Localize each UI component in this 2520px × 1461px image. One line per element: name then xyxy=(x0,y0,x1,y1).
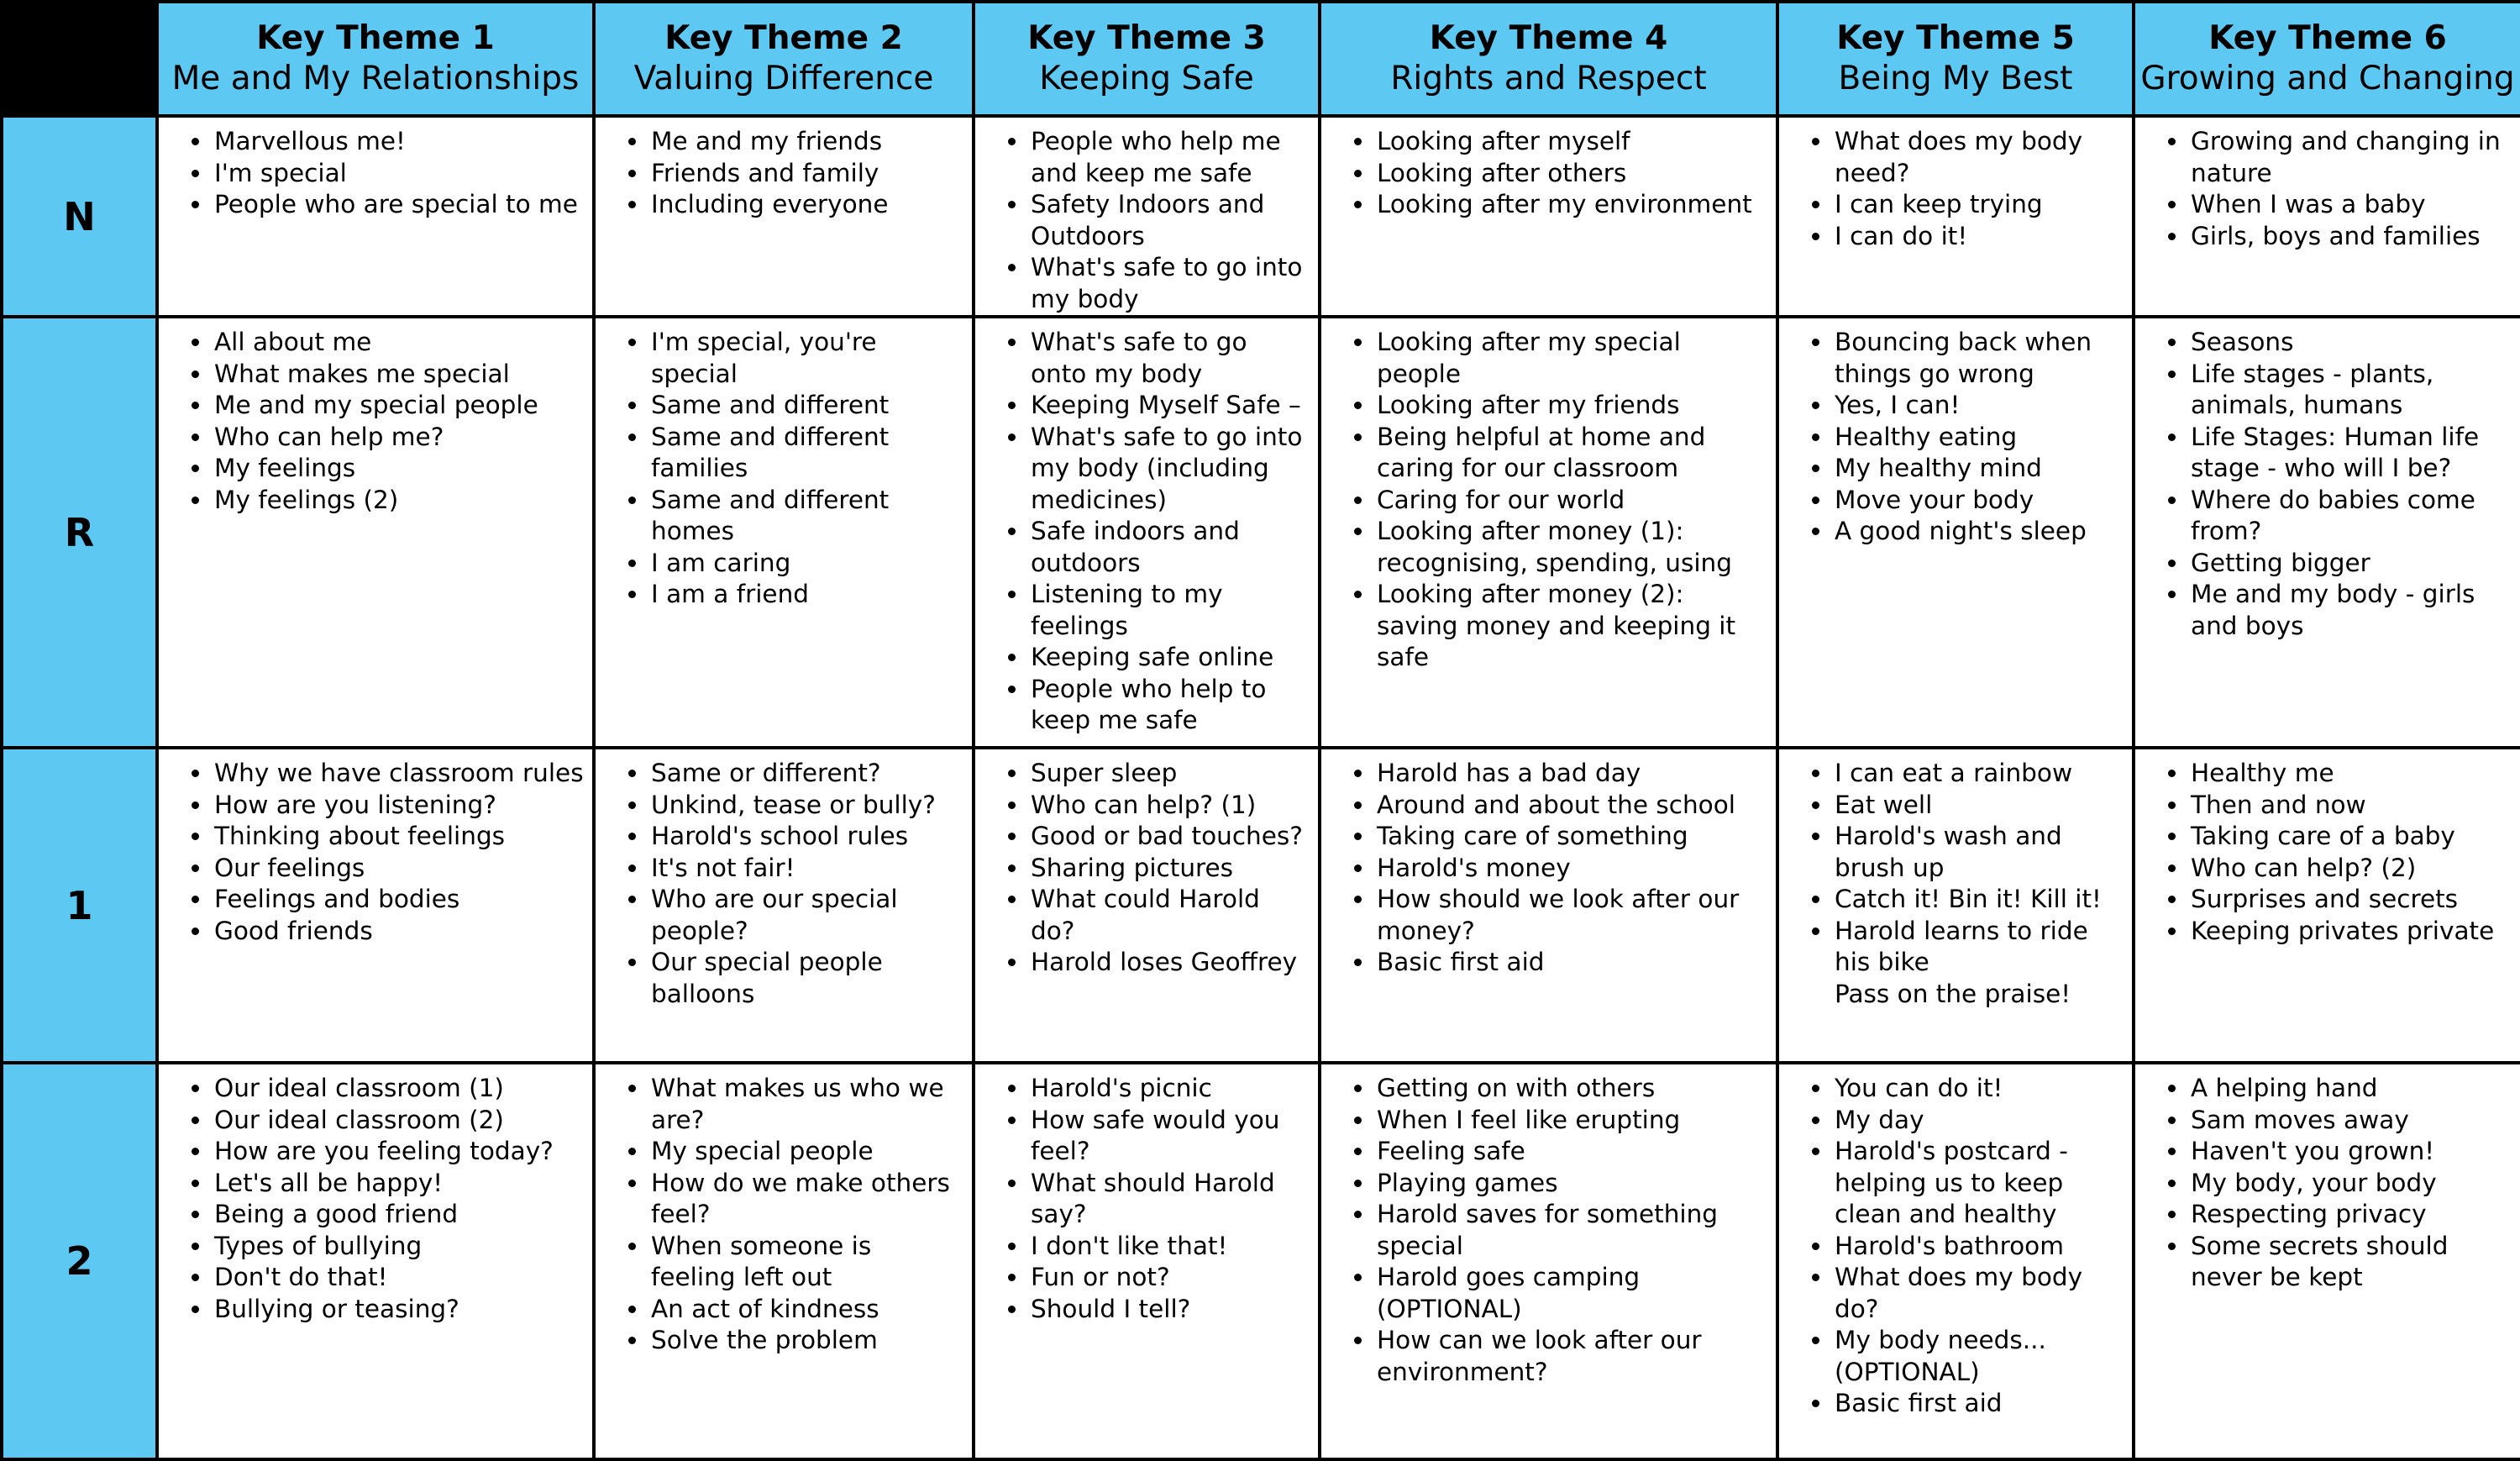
topic-item: • Fun or not? xyxy=(1029,1262,1310,1294)
theme-number: Key Theme 2 xyxy=(664,19,903,57)
topic-item: • Growing and changing in nature xyxy=(2189,126,2512,189)
theme-title: Valuing Difference xyxy=(633,60,934,97)
topic-item: • Good friends xyxy=(213,916,584,948)
topic-item: • Looking after my environment xyxy=(1375,189,1767,221)
topic-item: • Marvellous me! xyxy=(213,126,584,158)
topic-list xyxy=(1321,1064,1776,1388)
year-row xyxy=(2,1063,2520,1459)
topic-item: • Types of bullying xyxy=(213,1231,584,1263)
topic-item: • How do we make others feel? xyxy=(649,1168,963,1231)
topic-item: • A good night's sleep xyxy=(1833,516,2124,548)
topic-list xyxy=(2135,1064,2520,1294)
topic-item: • Playing games xyxy=(1375,1168,1767,1200)
topic-list xyxy=(1321,318,1776,674)
topic-item: • Respecting privacy xyxy=(2189,1199,2512,1231)
topic-item: • I am a friend xyxy=(649,579,963,611)
topic-item: • Healthy eating xyxy=(1833,422,2124,454)
year-label: 2 xyxy=(2,1063,157,1459)
topic-item: • Healthy me xyxy=(2189,758,2512,790)
year-row xyxy=(2,116,2520,317)
topic-list xyxy=(1779,1064,2132,1420)
topic-list xyxy=(975,749,1318,979)
topic-item: • Keeping privates private xyxy=(2189,916,2512,948)
topic-item: • When I feel like erupting xyxy=(1375,1105,1767,1137)
topic-item: • Who can help? (2) xyxy=(2189,853,2512,885)
topic-cell xyxy=(2134,1063,2520,1459)
topic-item: • My body, your body xyxy=(2189,1168,2512,1200)
topic-item: • Same or different? xyxy=(649,758,963,790)
year-label: N xyxy=(2,116,157,317)
topic-list xyxy=(2135,118,2520,252)
topic-cell xyxy=(594,1063,974,1459)
topic-cell xyxy=(974,748,1320,1063)
theme-header-6 xyxy=(2134,2,2520,116)
topic-item: • I'm special, you're special xyxy=(649,327,963,390)
topic-item: • What's safe to go onto my body xyxy=(1029,327,1310,390)
topic-cell xyxy=(157,116,594,317)
topic-item: • Super sleep xyxy=(1029,758,1310,790)
topic-item: • Move your body xyxy=(1833,485,2124,517)
topic-item: • Friends and family xyxy=(649,158,963,190)
topic-item: • My feelings (2) xyxy=(213,485,584,517)
topic-item: • Who can help me? xyxy=(213,422,584,454)
topic-item: • Feelings and bodies xyxy=(213,884,584,916)
topic-item: • My special people xyxy=(649,1136,963,1168)
topic-item: • Keeping Myself Safe – xyxy=(1029,390,1310,422)
topic-item: • I'm special xyxy=(213,158,584,190)
topic-item: • Solve the problem xyxy=(649,1325,963,1357)
theme-title: Growing and Changing xyxy=(2140,60,2515,97)
topic-cell xyxy=(157,317,594,748)
topic-list xyxy=(1321,749,1776,979)
topic-item: • Basic first aid xyxy=(1833,1388,2124,1420)
topic-cell xyxy=(974,116,1320,317)
topic-item: • You can do it! xyxy=(1833,1073,2124,1105)
topic-list xyxy=(596,318,972,611)
theme-title: Me and My Relationships xyxy=(171,60,580,97)
topic-list xyxy=(159,318,592,516)
topic-item: • Life Stages: Human life stage - who will I be? xyxy=(2189,422,2512,485)
topic-item: • All about me xyxy=(213,327,584,359)
topic-cell xyxy=(2134,748,2520,1063)
topic-item: • Looking after my friends xyxy=(1375,390,1767,422)
topic-list xyxy=(159,118,592,221)
topic-list xyxy=(975,318,1318,737)
topic-item: • What does my body need? xyxy=(1833,126,2124,189)
topic-item: • Harold has a bad day xyxy=(1375,758,1767,790)
topic-item: • Keeping safe online xyxy=(1029,642,1310,674)
topic-list xyxy=(975,1064,1318,1325)
theme-number: Key Theme 5 xyxy=(1836,19,2075,57)
topic-cell xyxy=(1320,748,1777,1063)
topic-item: • Good or bad touches? xyxy=(1029,821,1310,853)
topic-item: • When someone is feeling left out xyxy=(649,1231,963,1294)
topic-item: • Let's all be happy! xyxy=(213,1168,584,1200)
topic-item: • Life stages - plants, animals, humans xyxy=(2189,359,2512,422)
topic-item: • Looking after myself xyxy=(1375,126,1767,158)
topic-item: • Looking after money (2): saving money and keeping it safe xyxy=(1375,579,1767,674)
topic-item: • Getting bigger xyxy=(2189,548,2512,580)
topic-item: • Harold goes camping (OPTIONAL) xyxy=(1375,1262,1767,1325)
topic-item: • Then and now xyxy=(2189,790,2512,822)
topic-list xyxy=(2135,318,2520,642)
topic-item: • Harold's postcard - helping us to keep clean and healthy xyxy=(1833,1136,2124,1231)
topic-item: • What makes me special xyxy=(213,359,584,391)
theme-number: Key Theme 6 xyxy=(2208,19,2447,57)
topic-item: • I can do it! xyxy=(1833,221,2124,253)
topic-cell xyxy=(1777,116,2134,317)
topic-item: • Harold's wash and brush up xyxy=(1833,821,2124,884)
topic-item: • Girls, boys and families xyxy=(2189,221,2512,253)
topic-item: • Eat well xyxy=(1833,790,2124,822)
topic-item: • I am caring xyxy=(649,548,963,580)
topic-item: • I can keep trying xyxy=(1833,189,2124,221)
topic-item: • Harold's bathroom xyxy=(1833,1231,2124,1263)
theme-header-4 xyxy=(1320,2,1777,116)
topic-list xyxy=(975,118,1318,315)
topic-item: • Same and different homes xyxy=(649,485,963,548)
topic-item: • Sharing pictures xyxy=(1029,853,1310,885)
topic-item: • Getting on with others xyxy=(1375,1073,1767,1105)
topic-item: • Sam moves away xyxy=(2189,1105,2512,1137)
topic-item: • Our special people balloons xyxy=(649,947,963,1010)
topic-item: • I don't like that! xyxy=(1029,1231,1310,1263)
topic-cell xyxy=(2134,317,2520,748)
topic-item: • People who are special to me xyxy=(213,189,584,221)
year-row xyxy=(2,317,2520,748)
topic-cell xyxy=(1320,1063,1777,1459)
topic-item: • Basic first aid xyxy=(1375,947,1767,979)
topic-item: • Being a good friend xyxy=(213,1199,584,1231)
topic-item: • Haven't you grown! xyxy=(2189,1136,2512,1168)
topic-item: • Safety Indoors and Outdoors xyxy=(1029,189,1310,252)
topic-item: • It's not fair! xyxy=(649,853,963,885)
topic-item: • Me and my body - girls and boys xyxy=(2189,579,2512,642)
theme-number: Key Theme 3 xyxy=(1027,19,1266,57)
topic-item: • Looking after my special people xyxy=(1375,327,1767,390)
topic-item: • Me and my special people xyxy=(213,390,584,422)
theme-title: Rights and Respect xyxy=(1390,60,1707,97)
theme-title: Being My Best xyxy=(1838,60,2073,97)
topic-item: • Harold's money xyxy=(1375,853,1767,885)
topic-item: • Taking care of something xyxy=(1375,821,1767,853)
topic-list xyxy=(1321,118,1776,221)
topic-cell xyxy=(1320,317,1777,748)
topic-cell xyxy=(974,1063,1320,1459)
topic-item: • People who help to keep me safe xyxy=(1029,674,1310,737)
year-label: R xyxy=(2,317,157,748)
topic-cell xyxy=(1777,1063,2134,1459)
topic-item: • When I was a baby xyxy=(2189,189,2512,221)
topic-item: • Our ideal classroom (1) xyxy=(213,1073,584,1105)
topic-item: • Why we have classroom rules xyxy=(213,758,584,790)
topic-item: • What could Harold do? xyxy=(1029,884,1310,947)
topic-item: • I can eat a rainbow xyxy=(1833,758,2124,790)
topic-item: • Yes, I can! xyxy=(1833,390,2124,422)
theme-header-2 xyxy=(594,2,974,116)
topic-list xyxy=(596,118,972,221)
topic-item: • An act of kindness xyxy=(649,1294,963,1326)
topic-item: • Harold's school rules xyxy=(649,821,963,853)
topic-item: • My body needs... (OPTIONAL) xyxy=(1833,1325,2124,1388)
year-label: 1 xyxy=(2,748,157,1063)
topic-item: • How are you listening? xyxy=(213,790,584,822)
topic-cell xyxy=(594,116,974,317)
topic-item: • What does my body do? xyxy=(1833,1262,2124,1325)
theme-header-row xyxy=(2,2,2520,116)
theme-header-3 xyxy=(974,2,1320,116)
topic-list xyxy=(596,1064,972,1357)
topic-cell xyxy=(974,317,1320,748)
topic-item: • Should I tell? xyxy=(1029,1294,1310,1326)
topic-item: • Feeling safe xyxy=(1375,1136,1767,1168)
topic-item: • Same and different xyxy=(649,390,963,422)
topic-cell xyxy=(594,317,974,748)
topic-item: • A helping hand xyxy=(2189,1073,2512,1105)
year-rows xyxy=(2,116,2520,1459)
topic-list xyxy=(596,749,972,1010)
topic-item: • Thinking about feelings xyxy=(213,821,584,853)
topic-item: • Me and my friends xyxy=(649,126,963,158)
topic-cell xyxy=(2134,116,2520,317)
topic-item: • Where do babies come from? xyxy=(2189,485,2512,548)
topic-item: • Looking after money (1): recognising, spending, using xyxy=(1375,516,1767,579)
theme-title: Keeping Safe xyxy=(1039,60,1254,97)
topic-item: • My healthy mind xyxy=(1833,453,2124,485)
topic-cell xyxy=(157,1063,594,1459)
topic-item: • My day xyxy=(1833,1105,2124,1137)
topic-item: • What makes us who we are? xyxy=(649,1073,963,1136)
topic-item: • Bullying or teasing? xyxy=(213,1294,584,1326)
topic-cell xyxy=(1777,748,2134,1063)
topic-item: • Our feelings xyxy=(213,853,584,885)
topic-item: • Don't do that! xyxy=(213,1262,584,1294)
topic-cell xyxy=(1777,317,2134,748)
topic-item: • How safe would you feel? xyxy=(1029,1105,1310,1168)
year-row xyxy=(2,748,2520,1063)
topic-item: • People who help me and keep me safe xyxy=(1029,126,1310,189)
topic-item: • What's safe to go into my body (including medicines) xyxy=(1029,422,1310,517)
topic-item: • Same and different families xyxy=(649,422,963,485)
topic-list xyxy=(159,749,592,947)
topic-item: • Unkind, tease or bully? xyxy=(649,790,963,822)
topic-item: • Who are our special people? xyxy=(649,884,963,947)
topic-item: • What should Harold say? xyxy=(1029,1168,1310,1231)
topic-item: • Being helpful at home and caring for our classroom xyxy=(1375,422,1767,485)
topic-item: • Including everyone xyxy=(649,189,963,221)
topic-item: • Harold's picnic xyxy=(1029,1073,1310,1105)
topic-list xyxy=(159,1064,592,1325)
topic-item: • Safe indoors and outdoors xyxy=(1029,516,1310,579)
topic-item: • How can we look after our environment? xyxy=(1375,1325,1767,1388)
topic-item: • Our ideal classroom (2) xyxy=(213,1105,584,1137)
topic-item: • Catch it! Bin it! Kill it! xyxy=(1833,884,2124,916)
theme-number: Key Theme 4 xyxy=(1429,19,1668,57)
topic-item: • Caring for our world xyxy=(1375,485,1767,517)
topic-cell xyxy=(594,748,974,1063)
theme-header-5 xyxy=(1777,2,2134,116)
topic-item: • Some secrets should never be kept xyxy=(2189,1231,2512,1294)
topic-cell xyxy=(157,748,594,1063)
topic-item: • Taking care of a baby xyxy=(2189,821,2512,853)
topic-item: • Harold loses Geoffrey xyxy=(1029,947,1310,979)
topic-item: • Listening to my feelings xyxy=(1029,579,1310,642)
topic-list xyxy=(1779,118,2132,252)
corner-cell xyxy=(2,2,157,116)
topic-item: • What's safe to go into my body xyxy=(1029,252,1310,315)
topic-cell xyxy=(1320,116,1777,317)
topic-item: • How are you feeling today? xyxy=(213,1136,584,1168)
topic-item: • How should we look after our money? xyxy=(1375,884,1767,947)
topic-item: • Bouncing back when things go wrong xyxy=(1833,327,2124,390)
topic-item: • Looking after others xyxy=(1375,158,1767,190)
topic-item: • Around and about the school xyxy=(1375,790,1767,822)
topic-item: • My feelings xyxy=(213,453,584,485)
topic-item: • Surprises and secrets xyxy=(2189,884,2512,916)
theme-header-1 xyxy=(157,2,594,116)
theme-number: Key Theme 1 xyxy=(256,19,495,57)
topic-list xyxy=(1779,318,2132,548)
topic-list xyxy=(2135,749,2520,947)
topic-item: • Harold learns to ride his bike Pass on the praise! xyxy=(1833,916,2124,1011)
topic-list xyxy=(1779,749,2132,1010)
topic-item: • Who can help? (1) xyxy=(1029,790,1310,822)
topic-item: • Harold saves for something special xyxy=(1375,1199,1767,1262)
topic-item: • Seasons xyxy=(2189,327,2512,359)
